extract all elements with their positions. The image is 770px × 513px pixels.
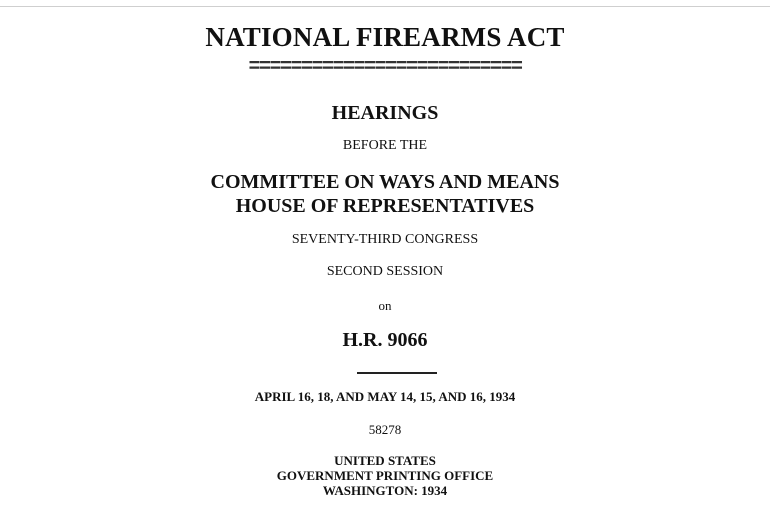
title-double-rule: ========================== [248,56,522,79]
congress-text: SEVENTY-THIRD CONGRESS [291,232,479,247]
committee-name: COMMITTEE ON WAYS AND MEANS [210,171,560,193]
publisher-country: UNITED STATES [334,453,436,468]
on-text: on [378,298,392,313]
session-text: SECOND SESSION [326,264,444,279]
publisher-location: WASHINGTON: 1934 [322,483,448,498]
before-the-text: BEFORE THE [342,138,428,153]
bill-number: H.R. 9066 [342,329,428,351]
top-border-line [0,6,770,7]
publisher-name: GOVERNMENT PRINTING OFFICE [276,468,494,483]
divider-rule [357,372,437,374]
hearing-dates: APRIL 16, 18, AND MAY 14, 15, AND 16, 1934 [254,389,516,404]
document-title: NATIONAL FIREARMS ACT [205,22,565,52]
hearings-heading: HEARINGS [331,102,439,124]
document-number: 58278 [368,422,402,437]
house-name: HOUSE OF REPRESENTATIVES [235,195,535,217]
